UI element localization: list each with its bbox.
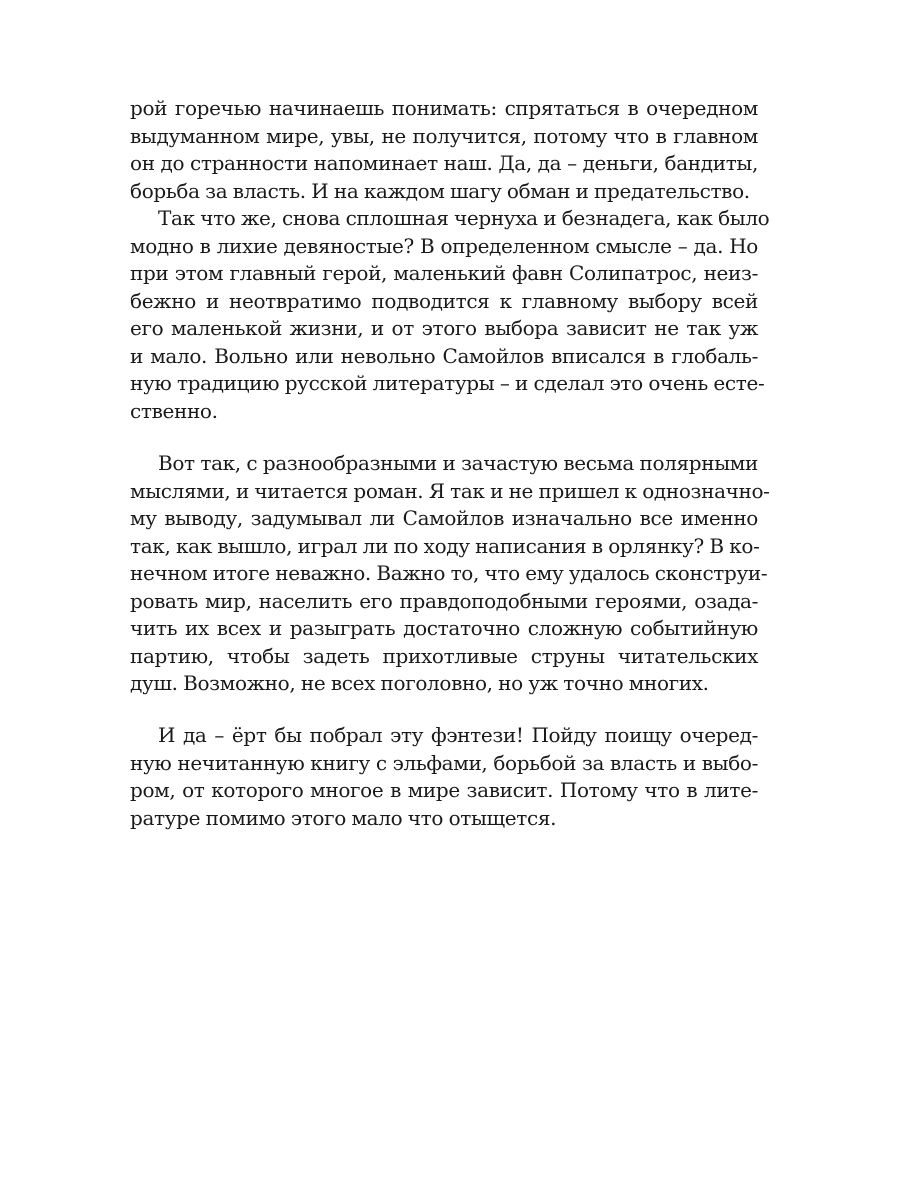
- text-line: ратуре помимо этого мало что отыщется.: [130, 805, 557, 830]
- text-line: рой горечью начинаешь понимать: спрятаться в очередном: [130, 96, 758, 120]
- text-line: нечном итоге неважно. Важно то, что ему удалось сконструи-: [130, 561, 768, 585]
- text-line: и мало. Вольно или невольно Самойлов вписался в глобаль-: [130, 343, 758, 368]
- text-line: модно в лихие девяностые? В определенном смысле – да. Но: [130, 233, 758, 258]
- text-line: Вот так, с разнообразными и зачастую весьма полярными: [158, 451, 758, 475]
- paragraph-3: [130, 450, 770, 698]
- text-line: ром, от которого многое в мире зависит. Потому что в лите-: [130, 778, 758, 802]
- text-line: Так что же, снова сплошная чернуха и безнадега, как было: [158, 206, 770, 230]
- text-line: борьба за власть. И на каждом шагу обман и предательство.: [130, 178, 750, 203]
- text-line: он до странности напоминает наш. Да, да – деньги, бандиты,: [130, 151, 758, 175]
- text-line: ровать мир, населить его правдоподобными героями, озада-: [130, 588, 758, 613]
- paragraph-1: [130, 95, 758, 205]
- text-line: И да – ёрт бы побрал эту фэнтези! Пойду поищу очеред-: [158, 723, 758, 747]
- text-line: выдуманном мире, увы, не получится, потому что в главном: [130, 123, 758, 148]
- text-line: ную нечитанную книгу с эльфами, борьбой за власть и выбо-: [130, 750, 758, 775]
- text-line: так, как вышло, играл ли по ходу написания в орлянку? В ко-: [130, 533, 760, 558]
- text-line: бежно и неотвратимо подводится к главному выбору всей: [130, 288, 758, 313]
- text-line: ную традицию русской литературы – и сделал это очень есте-: [130, 371, 765, 395]
- text-line: душ. Возможно, не всех поголовно, но уж точно многих.: [130, 671, 709, 695]
- paragraph-2: [130, 205, 770, 425]
- text-line: его маленькой жизни, и от этого выбора зависит не так уж: [130, 316, 758, 340]
- text-line: партию, чтобы задеть прихотливые струны читательских: [130, 643, 758, 668]
- text-line: му выводу, задумывал ли Самойлов изначально все именно: [130, 506, 758, 530]
- text-line: при этом главный герой, маленький фавн Солипатрос, неиз-: [130, 261, 758, 285]
- paragraph-4: [130, 722, 758, 832]
- text-line: мыслями, и читается роман. Я так и не пришел к однозначно-: [130, 478, 770, 503]
- text-line: чить их всех и разыграть достаточно сложную событийную: [130, 616, 758, 640]
- text-line: ственно.: [130, 398, 218, 423]
